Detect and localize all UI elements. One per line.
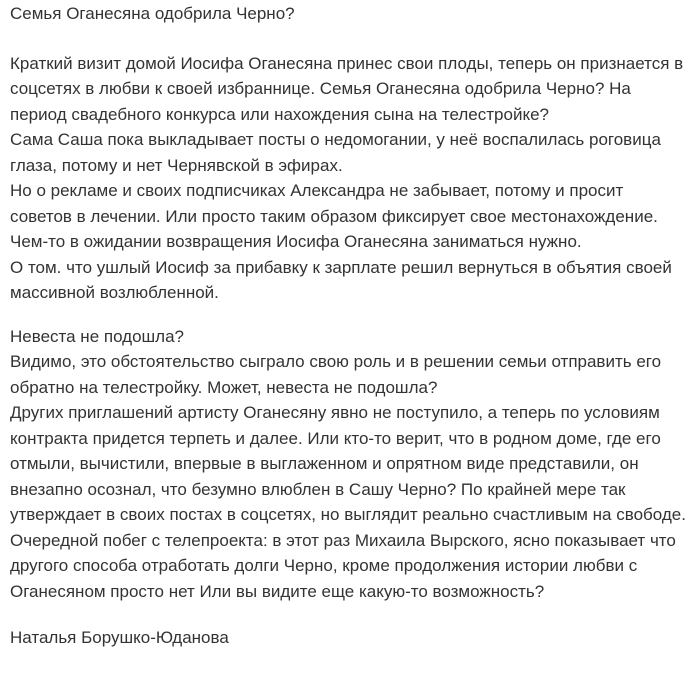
bride-paragraph-3: Очередной побег с телепроекта: в этот раз Михаила Вырского, ясно показывает что другого способа отработать долги Черно, кроме продолжения истории любви с Оганесяном просто нет Или вы видите еще какую-то возможность? [10,530,676,601]
intro-paragraph-1: Краткий визит домой Иосифа Оганесяна принес свои плоды, теперь он признается в соцсетях в любви к своей избраннице. Семья Оганесяна одобрила Черно? На период свадебного конкурса или нахождения сына на телестройке? [10,53,684,124]
bride-paragraph-1: Видимо, это обстоятельство сыграло свою роль и в решении семьи отправить его обратно на телестройку. Может, невеста не подошла? [10,352,662,397]
intro-paragraph-3: Но о рекламе и своих подписчиках Александра не забывает, потому и просит советов в лечении. Или просто таким образом фиксирует свое местонахождение. Чем-то в ожидании возвращения Иосифа Оганесяна заниматься нужно. [10,181,658,251]
bride-section [10,349,689,604]
intro-paragraph-4: О том. что ушлый Иосиф за прибавку к зарплате решил вернуться в объятия своей массивной возлюбленной. [10,257,672,302]
article-title: Семья Оганесяна одобрила Черно? [10,4,295,23]
intro-paragraph-2: Сама Саша пока выкладывает посты о недомогании, у неё воспалилась роговица глаза, потому и нет Чернявской в эфирах. [10,130,661,175]
author-byline: Наталья Борушко-Юданова [10,628,229,647]
article-subheading: Невеста не подошла? [10,326,184,346]
intro-section [10,51,689,306]
article [0,1,699,651]
bride-paragraph-2: Других приглашений артисту Оганесяну явно не поступило, а теперь по условиям контракта придется терпеть и далее. Или кто-то верит, что в родном доме, где его отмыли, вычистили, впервые в выглаженном и опрятном виде представили, он внезапно осознал, что безумно влюблен в Сашу Черно? По крайней мере так утверждает в своих постах в соцсетях, но выглядит реально счастливым на свободе. [10,403,686,524]
